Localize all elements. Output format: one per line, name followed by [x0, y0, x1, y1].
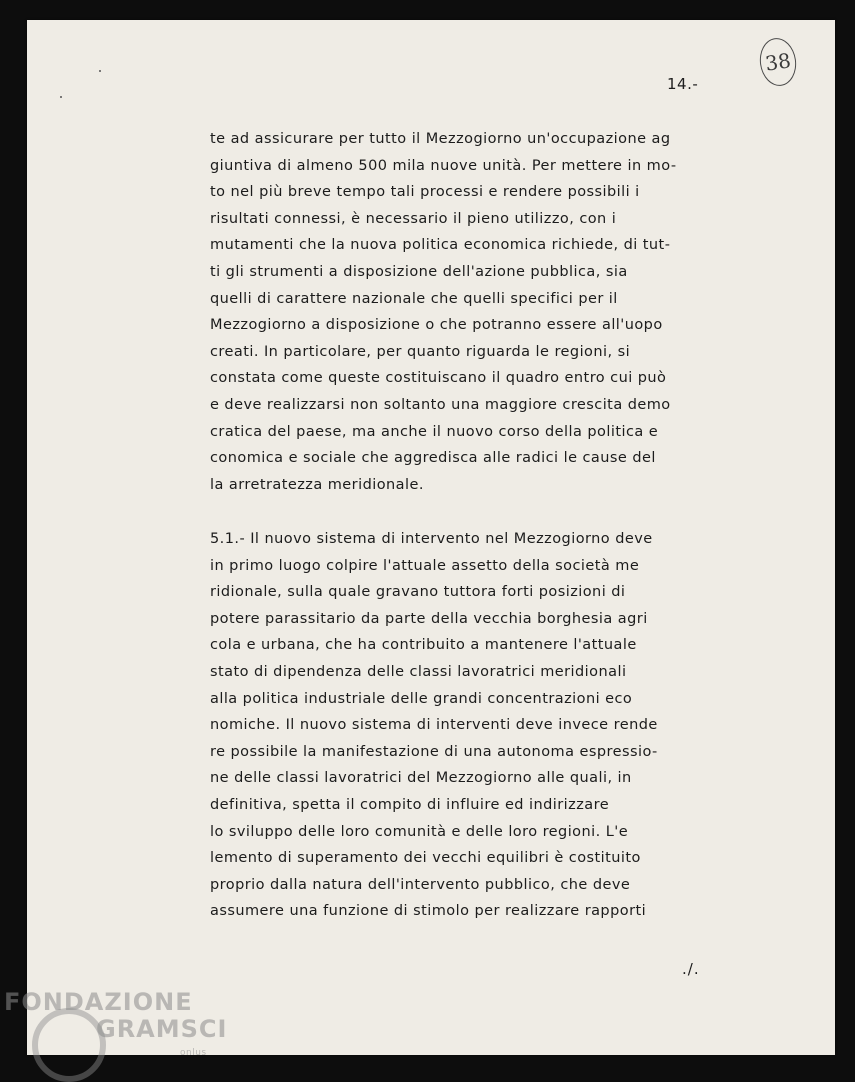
paragraph-1 [210, 126, 677, 498]
text-line: conomica e sociale che aggredisca alle radici le cause del [210, 450, 656, 467]
text-line: definitiva, spetta il compito di influire ed indirizzare [210, 796, 610, 813]
text-line: nomiche. Il nuovo sistema di interventi deve invece rende [210, 717, 658, 734]
watermark-ring-icon [32, 1008, 106, 1082]
document-page [27, 20, 835, 1055]
archive-stamp-number: 38 [763, 48, 793, 76]
text-line: risultati connessi, è necessario il pieno utilizzo, con i [210, 210, 617, 227]
text-line: lo sviluppo delle loro comunità e delle loro regioni. L'e [210, 823, 629, 840]
paragraph-5-1 [210, 526, 658, 925]
text-line: e deve realizzarsi non soltanto una maggiore crescita demo [210, 396, 671, 413]
continuation-mark: ./. [682, 960, 700, 978]
text-line: ne delle classi lavoratrici del Mezzogiorno alle quali, in [210, 770, 632, 787]
text-line: alla politica industriale delle grandi concentrazioni eco [210, 690, 633, 707]
watermark-line2: GRAMSCI [96, 1015, 228, 1043]
watermark-line1: FONDAZIONE [4, 988, 193, 1016]
text-line: to nel più breve tempo tali processi e rendere possibili i [210, 184, 640, 201]
text-line: in primo luogo colpire l'attuale assetto della società me [210, 557, 640, 574]
text-line: ridionale, sulla quale gravano tuttora forti posizioni di [210, 584, 626, 601]
text-line: te ad assicurare per tutto il Mezzogiorno un'occupazione ag [210, 131, 671, 147]
text-line: stato di dipendenza delle classi lavoratrici meridionali [210, 663, 627, 680]
text-line: ti gli strumenti a disposizione dell'azione pubblica, sia [210, 263, 628, 280]
text-line: constata come queste costituiscano il quadro entro cui può [210, 370, 667, 387]
text-line: Mezzogiorno a disposizione o che potranno essere all'uopo [210, 317, 663, 334]
paper-speck [60, 96, 62, 98]
text-line: lemento di superamento dei vecchi equilibri è costituito [210, 850, 641, 867]
watermark-logo [4, 988, 244, 1080]
text-line: assumere una funzione di stimolo per realizzare rapporti [210, 903, 647, 920]
text-line: cola e urbana, che ha contribuito a mantenere l'attuale [210, 637, 637, 654]
watermark-suffix: onlus [180, 1048, 207, 1058]
archive-stamp [757, 36, 799, 89]
text-line: la arretratezza meridionale. [210, 476, 424, 493]
page-number: 14.- [667, 75, 699, 93]
paper-speck [99, 70, 101, 72]
text-line: proprio dalla natura dell'intervento pubblico, che deve [210, 876, 631, 893]
text-line: cratica del paese, ma anche il nuovo corso della politica e [210, 423, 659, 440]
text-line: potere parassitario da parte della vecchia borghesia agri [210, 610, 648, 627]
text-line: quelli di carattere nazionale che quelli specifici per il [210, 290, 618, 307]
text-line: 5.1.- Il nuovo sistema di intervento nel Mezzogiorno deve [210, 531, 653, 547]
text-line: re possibile la manifestazione di una autonoma espressio- [210, 743, 658, 760]
text-line: creati. In particolare, per quanto riguarda le regioni, si [210, 343, 631, 360]
text-line: giuntiva di almeno 500 mila nuove unità. Per mettere in mo- [210, 157, 677, 174]
text-line: mutamenti che la nuova politica economica richiede, di tut- [210, 237, 671, 254]
